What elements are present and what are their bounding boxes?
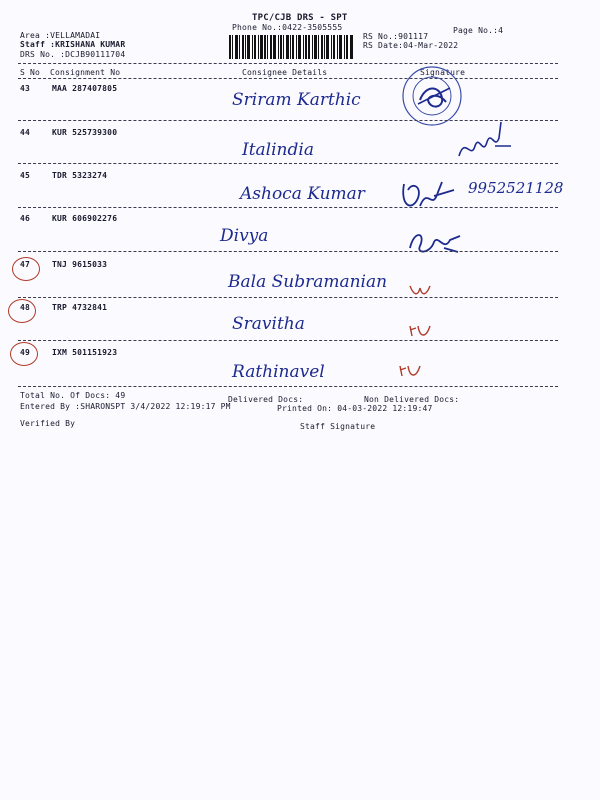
header-bottom-divider [18,78,558,79]
row-47-consignee-handwritten: Bala Subramanian [228,272,388,292]
row-45-divider [18,207,558,208]
row-48-consignment: TRP 4732841 [52,303,108,312]
row-49-consignee-handwritten: Rathinavel [232,362,325,382]
row-47-consignment: TNJ 9615033 [52,260,108,269]
row-46-consignment: KUR 606902276 [52,214,118,223]
row-46-sno: 46 [20,214,31,223]
total-docs: Total No. Of Docs: 49 [20,391,126,400]
row-49-sno: 49 [20,348,31,357]
area-label: Area :VELLAMADAI [20,31,101,40]
row-45-consignment: TDR 5323274 [52,171,108,180]
verified-by-label: Verified By [20,419,76,428]
rs-date: RS Date:04-Mar-2022 [363,41,459,50]
row-48-red-mark [408,322,432,340]
drs-number: DRS No. :DCJB90111704 [20,50,126,59]
document-title: TPC/CJB DRS - SPT [252,13,348,23]
row-48-divider [18,340,558,341]
phone-number: Phone No.:0422-3505555 [232,23,343,32]
non-delivered-docs: Non Delivered Docs: [364,395,460,404]
row-45-consignee-handwritten: Ashoca Kumar [240,184,365,204]
rs-number: RS No.:901117 [363,32,429,41]
col-sno: S No [20,68,41,77]
row-46-consignee-handwritten: Divya [220,226,269,246]
row-46-signature [404,226,464,258]
entered-by: Entered By :SHARONSPT 3/4/2022 12:19:17 PM [20,402,231,411]
row-44-consignment: KUR 525739300 [52,128,118,137]
row-44-consignee-handwritten: Italindia [242,140,314,160]
row-47-sno: 47 [20,260,31,269]
staff-label: Staff :KRISHANA KUMAR [20,40,126,49]
rows-bottom-divider [18,386,558,387]
row-48-consignee-handwritten: Sravitha [232,314,305,334]
row-45-phone-handwritten: 9952521128 [468,179,564,197]
row-47-red-mark [408,282,432,298]
row-43-consignment: MAA 287407805 [52,84,118,93]
row-45-signature [398,176,458,218]
col-consignee-details: Consignee Details [242,68,328,77]
row-44-divider [18,163,558,164]
row-44-sno: 44 [20,128,31,137]
row-44-signature [455,116,515,166]
row-48-sno: 48 [20,303,31,312]
row-43-consignee-handwritten: Sriram Karthic [232,90,361,110]
row-43-sno: 43 [20,84,31,93]
staff-signature-label: Staff Signature [300,422,376,431]
delivered-docs: Delivered Docs: [228,395,304,404]
printed-on: Printed On: 04-03-2022 12:19:47 [277,404,433,413]
row-47-divider [18,297,558,298]
page-number: Page No.:4 [453,26,504,35]
col-consignment-no: Consignment No [50,68,121,77]
barcode-image [229,35,353,59]
row-49-consignment: IXM 501151923 [52,348,118,357]
row-46-divider [18,251,558,252]
header-top-divider [18,63,558,64]
col-signature: Signature [420,68,466,77]
row-45-sno: 45 [20,171,31,180]
row-49-red-mark [398,362,422,380]
